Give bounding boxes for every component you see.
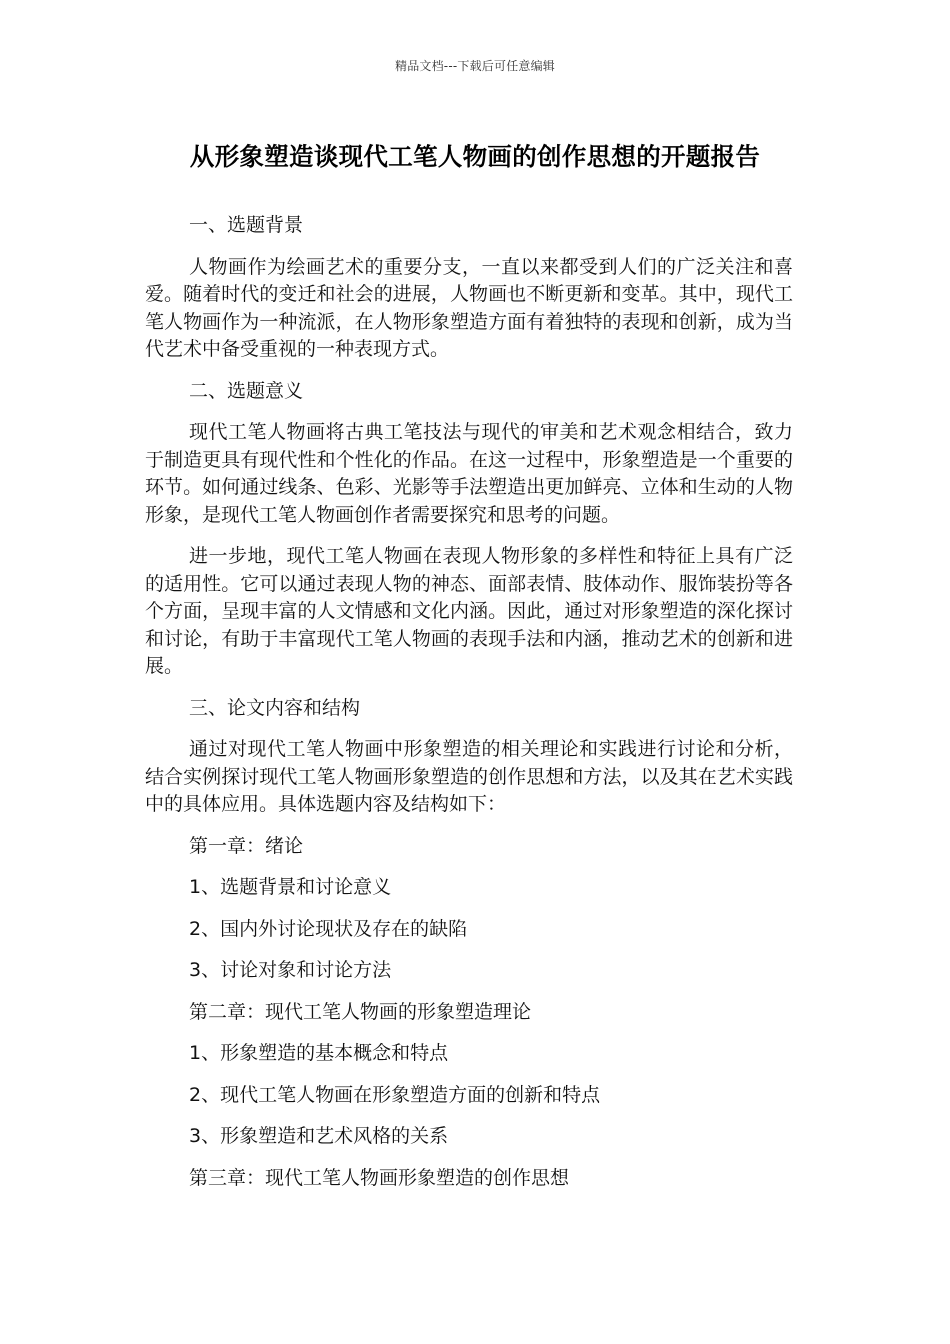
- outline-item: 3、讨论对象和讨论方法: [189, 959, 392, 981]
- outline-chapter-3: 第三章：现代工笔人物画形象塑造的创作思想: [189, 1166, 570, 1189]
- section-heading-significance: 二、选题意义: [189, 379, 304, 402]
- outline-item: 3、形象塑造和艺术风格的关系: [189, 1125, 449, 1147]
- paragraph-significance-2: 进一步地，现代工笔人物画在表现人物形象的多样性和特征上具有广泛的适用性。它可以通过表现人物的神态、面部表情、肢体动作、服饰装扮等各个方面，呈现丰富的人文情感和文化内涵。因此，通过对形象塑造的深化探讨和讨论，有助于丰富现代工笔人物画的表现手法和内涵，推动艺术的创新和进展。: [145, 545, 793, 677]
- outline-chapter-2: 第二章：现代工笔人物画的形象塑造理论: [189, 1000, 532, 1023]
- document-body: [145, 212, 793, 1206]
- outline-item: 2、现代工笔人物画在形象塑造方面的创新和特点: [189, 1083, 601, 1106]
- section-heading-content-structure: 三、论文内容和结构: [189, 696, 361, 719]
- paragraph-background: 人物画作为绘画艺术的重要分支，一直以来都受到人们的广泛关注和喜爱。随着时代的变迁和社会的进展，人物画也不断更新和变革。其中，现代工笔人物画作为一种流派，在人物形象塑造方面有着独特的表现和创新，成为当代艺术中备受重视的一种表现方式。: [145, 255, 793, 360]
- header-note: 精品文档---下载后可任意编辑: [395, 59, 555, 73]
- outline-item: 2、国内外讨论现状及存在的缺陷: [189, 917, 468, 940]
- section-heading-background: 一、选题背景: [189, 214, 304, 236]
- outline-item: 1、选题背景和讨论意义: [189, 876, 392, 898]
- document-title: 从形象塑造谈现代工笔人物画的创作思想的开题报告: [189, 142, 761, 171]
- outline-chapter-1: 第一章：绪论: [189, 834, 304, 857]
- outline-item: 1、形象塑造的基本概念和特点: [189, 1042, 449, 1064]
- paragraph-content-structure: 通过对现代工笔人物画中形象塑造的相关理论和实践进行讨论和分析，结合实例探讨现代工笔人物画形象塑造的创作思想和方法，以及其在艺术实践中的具体应用。具体选题内容及结构如下：: [145, 738, 793, 815]
- paragraph-significance-1: 现代工笔人物画将古典工笔技法与现代的审美和艺术观念相结合，致力于制造更具有现代性和个性化的作品。在这一过程中，形象塑造是一个重要的环节。如何通过线条、色彩、光影等手法塑造出更加鲜亮、立体和生动的人物形象，是现代工笔人物画创作者需要探究和思考的问题。: [145, 421, 793, 526]
